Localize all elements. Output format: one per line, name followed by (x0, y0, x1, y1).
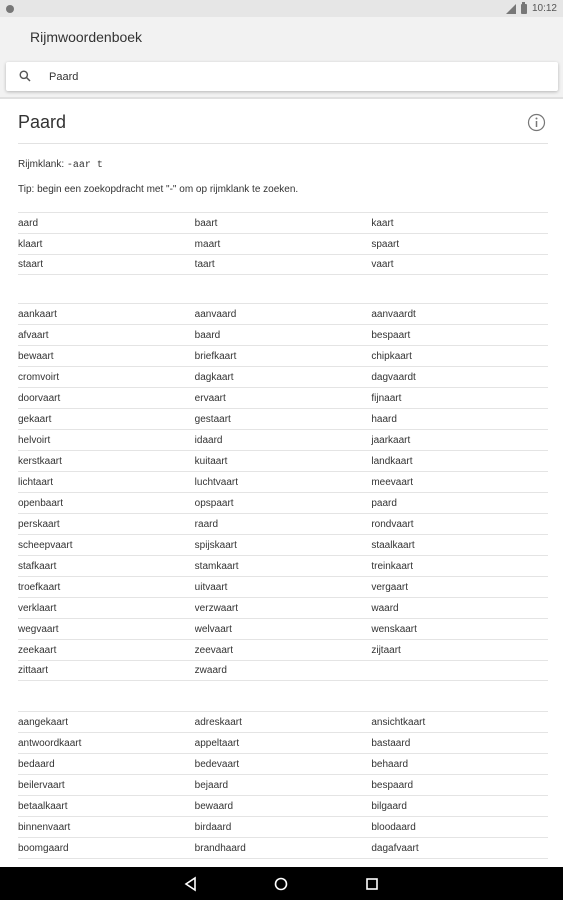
rhyme-row (18, 534, 548, 555)
rhyme-word[interactable]: baart (194, 217, 218, 229)
rhyme-row (18, 774, 548, 795)
rhyme-word[interactable]: aanvaard (194, 308, 237, 320)
rhyme-row (18, 212, 548, 233)
rhyme-word[interactable]: welvaart (194, 623, 232, 635)
title-divider (18, 143, 548, 144)
rhyme-row (18, 429, 548, 450)
rhyme-word[interactable]: vergaart (371, 581, 409, 593)
battery-icon (521, 4, 527, 14)
rhyme-row (18, 753, 548, 774)
rhyme-word[interactable]: briefkaart (194, 350, 237, 362)
rhyme-word[interactable]: wenskaart (371, 623, 417, 635)
rhyme-word[interactable]: doorvaart (18, 392, 61, 404)
rhyme-row (18, 254, 548, 275)
status-bar (0, 0, 563, 17)
rhyme-row (18, 513, 548, 534)
rhyme-word[interactable]: aard (18, 217, 39, 229)
navigation-bar (0, 867, 563, 900)
rhyme-word[interactable]: wegvaart (18, 623, 59, 635)
search-input[interactable] (49, 62, 529, 91)
rhyme-row (18, 345, 548, 366)
rhyme-row (18, 233, 548, 254)
rhyme-word[interactable]: dagvaardt (371, 371, 416, 383)
rhyme-word[interactable]: maart (194, 238, 221, 250)
rhyme-row (18, 471, 548, 492)
rhyme-word[interactable]: bloodaard (371, 821, 416, 833)
rhyme-row (18, 597, 548, 618)
notification-icon (6, 5, 14, 13)
rhyme-word[interactable]: bewaard (194, 800, 234, 812)
rhyme-word[interactable]: brandhaard (194, 842, 246, 854)
rhyme-word[interactable]: bastaard (371, 737, 411, 749)
rhyme-row (18, 408, 548, 429)
rhyme-word[interactable]: staart (18, 259, 44, 270)
rhyme-word[interactable]: dagafvaart (371, 842, 419, 854)
rhyme-word[interactable]: idaard (194, 434, 223, 446)
rhyme-sound-line (18, 159, 103, 171)
rhyme-word[interactable]: kerstkaart (18, 455, 62, 467)
rhyme-sound-value: -aar t (66, 160, 103, 171)
rhyme-word[interactable]: helvoirt (18, 434, 51, 446)
app-bar (0, 17, 563, 97)
rhyme-word[interactable]: rondvaart (371, 518, 414, 530)
rhyme-row (18, 450, 548, 471)
rhyme-word[interactable]: vaart (371, 259, 394, 270)
rhyme-group (18, 711, 548, 867)
rhyme-word[interactable]: bespaard (371, 779, 414, 791)
rhyme-word[interactable]: bewaart (18, 350, 54, 362)
rhyme-word[interactable]: cromvoirt (18, 371, 60, 383)
back-icon[interactable] (183, 876, 199, 892)
rhyme-word[interactable]: zeevaart (194, 644, 234, 656)
rhyme-word[interactable]: zeekaart (18, 644, 57, 656)
rhyme-word[interactable]: perskaart (18, 518, 60, 530)
signal-icon (506, 4, 516, 14)
rhyme-word[interactable]: haard (371, 413, 397, 425)
rhyme-word[interactable]: chipkaart (371, 350, 412, 362)
rhyme-group (18, 303, 548, 681)
rhyme-word[interactable]: troefkaart (18, 581, 61, 593)
rhyme-word[interactable]: dagkaart (194, 371, 234, 383)
rhyme-word[interactable]: zwaard (194, 665, 227, 676)
rhyme-word[interactable]: baard (194, 329, 221, 341)
rhyme-word[interactable]: luchtvaart (194, 476, 239, 488)
info-icon[interactable] (527, 113, 546, 132)
app-title: Rijmwoordenboek (30, 29, 143, 45)
rhyme-word[interactable]: ansichtkaart (371, 716, 426, 728)
rhyme-word[interactable]: uitvaart (194, 581, 228, 593)
recents-icon[interactable] (364, 876, 380, 892)
rhyme-row (18, 711, 548, 732)
rhyme-word[interactable]: boomgaard (18, 842, 69, 854)
rhyme-word[interactable]: ervaart (194, 392, 226, 404)
rhyme-word[interactable]: antwoordkaart (18, 737, 82, 749)
status-right (506, 3, 557, 14)
rhyme-row (18, 639, 548, 660)
rhyme-row (18, 795, 548, 816)
rhyme-word[interactable]: aanvaardt (371, 308, 416, 320)
rhyme-word[interactable]: bejaard (194, 779, 229, 791)
rhyme-word[interactable]: gestaart (194, 413, 231, 425)
search-box[interactable] (6, 62, 558, 91)
rhyme-row (18, 492, 548, 513)
rhyme-word[interactable]: bedaard (18, 758, 55, 770)
rhyme-word[interactable]: raard (194, 518, 219, 530)
rhyme-word[interactable]: spaart (371, 238, 400, 250)
rhyme-word[interactable]: treinkaart (371, 560, 414, 572)
rhyme-word[interactable]: scheepvaart (18, 539, 73, 551)
rhyme-row (18, 324, 548, 345)
rhyme-row (18, 366, 548, 387)
status-left (6, 5, 14, 13)
status-time: 10:12 (531, 3, 557, 14)
rhyme-row (18, 555, 548, 576)
rhyme-row (18, 576, 548, 597)
rhyme-word[interactable]: jaarkaart (371, 434, 411, 446)
rhyme-word[interactable]: birdaard (194, 821, 232, 833)
rhyme-word[interactable]: bespaart (371, 329, 411, 341)
rhyme-word[interactable]: afvaart (18, 329, 49, 341)
rhyme-row (18, 732, 548, 753)
rhyme-word[interactable]: taart (194, 259, 215, 270)
rhyme-word[interactable]: klaart (18, 238, 43, 250)
search-icon (19, 70, 31, 82)
rhyme-word[interactable]: adreskaart (194, 716, 242, 728)
rhyme-word[interactable]: betaalkaart (18, 800, 68, 812)
rhyme-word[interactable]: gekaart (18, 413, 52, 425)
rhyme-word[interactable]: kaart (371, 217, 394, 229)
rhyme-word[interactable]: paard (371, 497, 397, 509)
rhyme-word[interactable]: bilgaard (371, 800, 407, 812)
rhyme-row (18, 837, 548, 858)
top-divider (0, 97, 563, 99)
rhyme-word[interactable]: opspaart (194, 497, 234, 509)
rhyme-word[interactable]: binnenvaart (18, 821, 71, 833)
rhyme-row (18, 618, 548, 639)
rhyme-word[interactable]: zittaart (18, 665, 49, 676)
rhyme-row (18, 387, 548, 408)
rhyme-word[interactable]: landkaart (371, 455, 413, 467)
rhyme-word[interactable]: bedevaart (194, 758, 240, 770)
rhyme-group (18, 212, 548, 275)
rhyme-word[interactable]: aangekaart (18, 716, 69, 728)
home-icon[interactable] (273, 876, 289, 892)
search-tip: Tip: begin een zoekopdracht met "-" om op rijmklank te zoeken. (18, 184, 299, 195)
rhyme-word[interactable]: waard (371, 602, 399, 614)
rhyme-row (18, 303, 548, 324)
rhyme-word[interactable]: staalkaart (371, 539, 415, 551)
rhyme-word[interactable]: behaard (371, 758, 409, 770)
rhyme-row (18, 660, 548, 681)
rhyme-word[interactable]: beilervaart (18, 779, 65, 791)
rhyme-word[interactable]: meevaart (371, 476, 414, 488)
rhyme-word[interactable]: aankaart (18, 308, 57, 320)
rhyme-row (18, 816, 548, 837)
rhyme-word[interactable]: kuitaart (194, 455, 228, 467)
rhyme-word[interactable]: openbaart (18, 497, 64, 509)
rhyme-word[interactable]: verklaart (18, 602, 57, 614)
rhyme-word[interactable]: spijskaart (194, 539, 237, 551)
rhyme-word[interactable]: stafkaart (18, 560, 57, 572)
rhyme-word[interactable]: lichtaart (18, 476, 54, 488)
result-content[interactable] (0, 97, 563, 867)
rhyme-word[interactable]: zijtaart (371, 644, 401, 656)
rhyme-word[interactable]: appeltaart (194, 737, 240, 749)
rhyme-word[interactable]: fijnaart (371, 392, 402, 404)
rhyme-word[interactable]: verzwaart (194, 602, 239, 614)
rhyme-word[interactable]: stamkaart (194, 560, 239, 572)
rhyme-sound-label: Rijmklank: (18, 159, 65, 170)
result-word-title: Paard (18, 112, 67, 132)
rhyme-row (18, 858, 548, 867)
